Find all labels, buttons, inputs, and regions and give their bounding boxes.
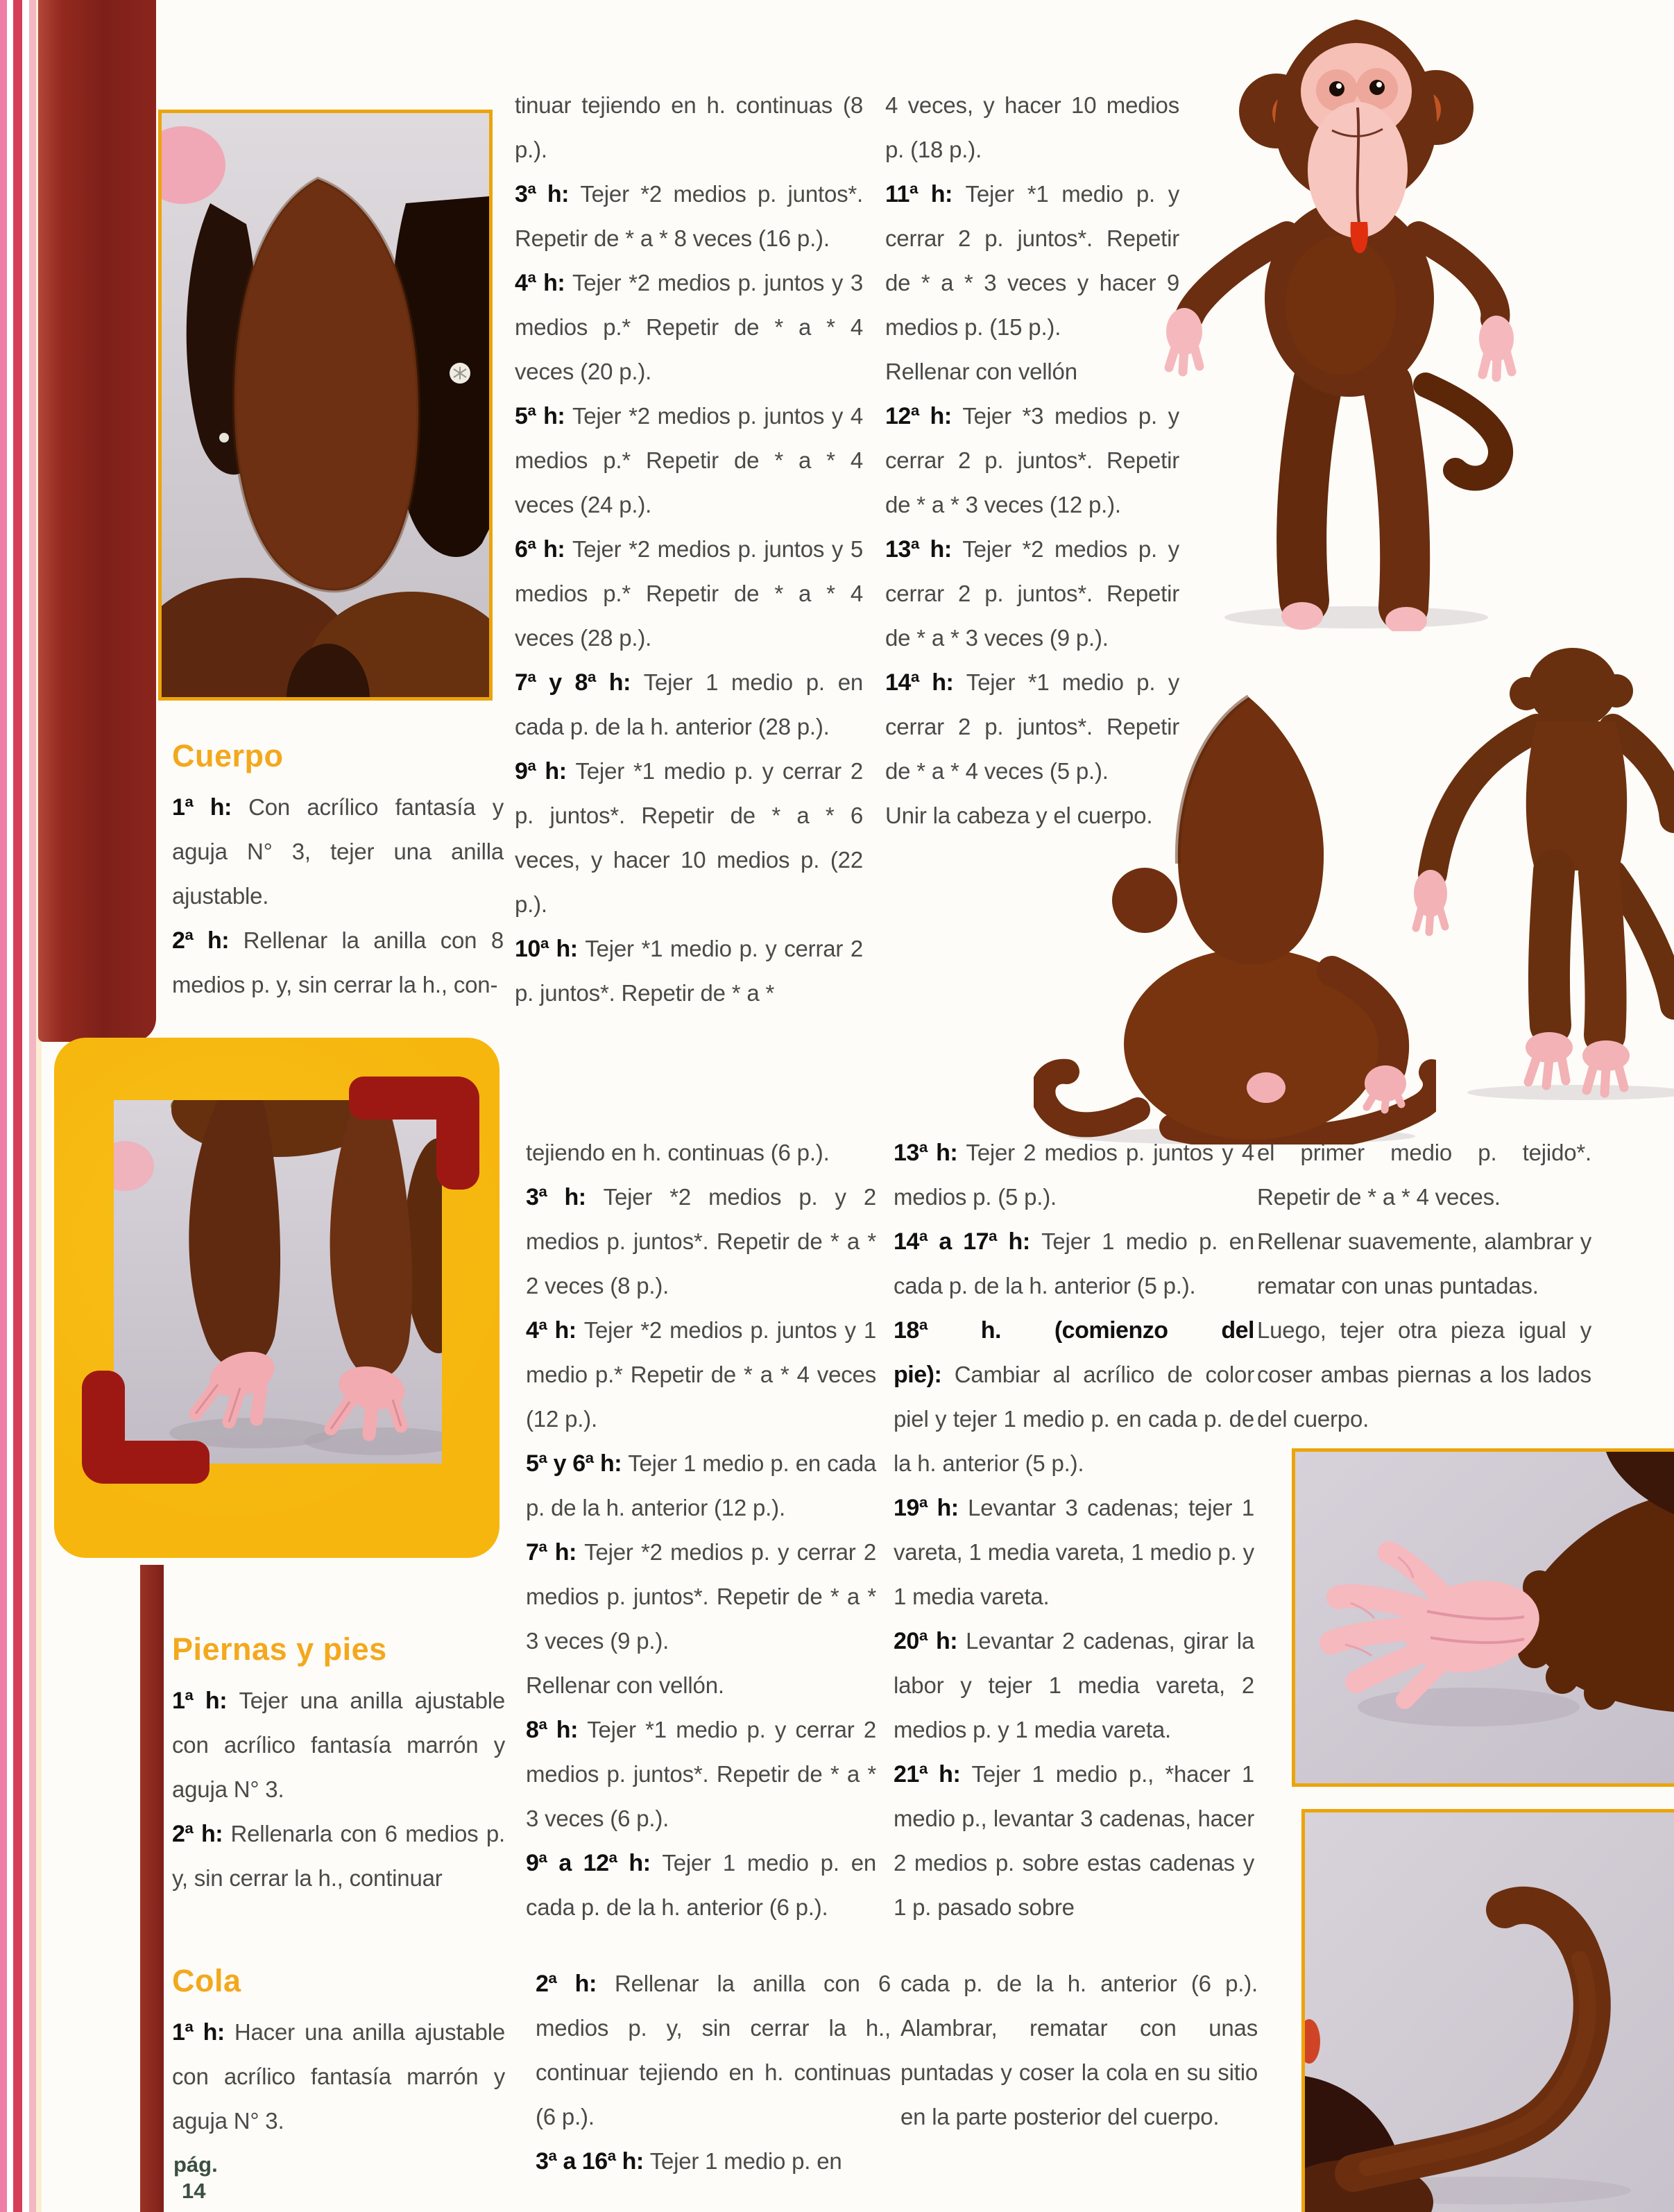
section-cola-sidebar bbox=[172, 1963, 505, 2143]
row-text: Tejer 1 medio p. en cada p. de la h. anterior (5 p.). bbox=[894, 1228, 1254, 1298]
hand-detail-photo bbox=[1292, 1448, 1674, 1787]
instruction-paragraph bbox=[885, 172, 1179, 350]
legs-photo-frame bbox=[54, 1038, 499, 1558]
row-label: 7ª h: bbox=[526, 1539, 576, 1566]
row-label: 18ª h. (comienzo del pie): bbox=[894, 1317, 1254, 1388]
page-number bbox=[173, 2152, 218, 2204]
row-text: Rellenar la anilla con 8 medios p. y, sin cerrar la h., con- bbox=[172, 927, 504, 997]
monkey-front-photo bbox=[1148, 7, 1537, 631]
tail-illustration bbox=[1305, 1812, 1674, 2212]
row-text: Tejer *1 medio p. y cerrar 2 p. juntos*. Repetir de * a * 6 veces, y hacer 10 medios p. (22 p.). bbox=[515, 758, 864, 917]
row-text: el primer medio p. tejido*. Repetir de * a * 4 veces. bbox=[1257, 1140, 1591, 1210]
row-text: cada p. de la h. anterior (6 p.). Alambrar, rematar con unas puntadas y coser la cola en su sitio en la parte posterior del cuerpo. bbox=[900, 1971, 1258, 2129]
instruction-paragraph bbox=[172, 2010, 505, 2143]
row-text: Levantar 2 cadenas, girar la labor y tejer 1 media vareta, 2 medios p. y 1 media vareta. bbox=[894, 1628, 1254, 1742]
instruction-paragraph bbox=[894, 1619, 1254, 1752]
instruction-paragraph bbox=[172, 785, 504, 918]
row-label: 12ª h: bbox=[885, 403, 952, 429]
instruction-paragraph bbox=[172, 1812, 505, 1901]
instruction-paragraph bbox=[526, 1841, 876, 1930]
instruction-paragraph bbox=[894, 1486, 1254, 1619]
cuerpo-column-1 bbox=[515, 83, 863, 1015]
edge-stripe bbox=[13, 0, 22, 2212]
row-label: 5ª y 6ª h: bbox=[526, 1450, 622, 1477]
row-text: Rellenar con vellón. bbox=[526, 1672, 724, 1698]
row-text: Luego, tejer otra pieza igual y coser ambas piernas a los lados del cuerpo. bbox=[1257, 1317, 1591, 1432]
page-number-label: pág. bbox=[173, 2152, 218, 2177]
row-label: 1ª h: bbox=[172, 1688, 228, 1714]
row-label: 2ª h: bbox=[536, 1971, 597, 1997]
row-label: 13ª h: bbox=[885, 536, 952, 563]
row-text: tejiendo en h. continuas (6 p.). bbox=[526, 1140, 830, 1165]
instruction-paragraph bbox=[536, 1962, 891, 2139]
row-label: 14ª a 17ª h: bbox=[894, 1228, 1030, 1255]
instruction-paragraph bbox=[515, 261, 863, 394]
instruction-paragraph bbox=[526, 1708, 876, 1841]
row-text: Tejer 1 medio p. en cada p. de la h. anterior (6 p.). bbox=[526, 1850, 877, 1920]
instruction-paragraph bbox=[894, 1752, 1254, 1930]
sidebar-band-bottom bbox=[140, 1565, 164, 2212]
instruction-paragraph bbox=[894, 1308, 1254, 1486]
row-label: 9ª h: bbox=[515, 758, 567, 785]
hand-illustration bbox=[1295, 1452, 1674, 1783]
row-label: 11ª h: bbox=[885, 181, 953, 207]
section-title-cuerpo: Cuerpo bbox=[172, 738, 284, 773]
row-text: Cambiar al acrílico de color piel y tejer 1 medio p. en cada p. de la h. anterior (5 p.). bbox=[894, 1362, 1254, 1476]
instruction-paragraph bbox=[885, 394, 1179, 527]
row-label: 3ª h: bbox=[515, 181, 569, 207]
instruction-paragraph bbox=[900, 1962, 1258, 2139]
sidebar-band-top bbox=[38, 0, 156, 1042]
piernas-column-1 bbox=[526, 1131, 876, 1930]
row-text: Unir la cabeza y el cuerpo. bbox=[885, 803, 1153, 828]
row-label: 5ª h: bbox=[515, 403, 565, 429]
instruction-paragraph bbox=[515, 394, 863, 527]
instruction-paragraph bbox=[894, 1131, 1254, 1219]
row-text: Rellenar suavemente, alambrar y rematar con unas puntadas. bbox=[1257, 1228, 1591, 1298]
body-closeup-photo bbox=[158, 110, 493, 701]
row-text: Tejer *2 medios p. juntos y 1 medio p.* Repetir de * a * 4 veces (12 p.). bbox=[526, 1317, 877, 1432]
row-text: Hacer una anilla ajustable con acrílico fantasía marrón y aguja N° 3. bbox=[172, 2019, 505, 2134]
edge-stripe bbox=[29, 0, 36, 2212]
instruction-paragraph bbox=[885, 83, 1179, 172]
instruction-paragraph bbox=[885, 660, 1179, 794]
instruction-paragraph bbox=[515, 83, 863, 172]
page-number-value: 14 bbox=[182, 2179, 206, 2203]
row-label: 21ª h: bbox=[894, 1761, 961, 1787]
instruction-paragraph bbox=[1257, 1219, 1591, 1308]
instruction-paragraph bbox=[885, 794, 1179, 838]
piernas-column-2 bbox=[894, 1131, 1254, 1930]
row-text: Tejer *1 medio p. y cerrar 2 p. juntos*. Repetir de * a * bbox=[515, 936, 863, 1006]
row-text: Tejer 1 medio p. en bbox=[649, 2148, 842, 2174]
row-label: 10ª h: bbox=[515, 936, 578, 962]
row-text: Tejer *1 medio p. y cerrar 2 p. juntos*. Repetir de * a * 3 veces y hacer 9 medios p. (15 p.). bbox=[885, 181, 1179, 340]
row-label: 19ª h: bbox=[894, 1495, 959, 1521]
edge-stripe bbox=[7, 0, 13, 2212]
row-text: Tejer *2 medios p. y cerrar 2 p. juntos*. Repetir de * a * 3 veces (9 p.). bbox=[885, 536, 1179, 651]
edge-stripe bbox=[22, 0, 29, 2212]
piernas-column-3 bbox=[1257, 1131, 1591, 1441]
row-label: 2ª h: bbox=[172, 1821, 223, 1847]
instruction-paragraph bbox=[172, 918, 504, 1007]
row-label: 4ª h: bbox=[526, 1317, 576, 1344]
instruction-paragraph bbox=[536, 2139, 891, 2184]
edge-stripe bbox=[0, 0, 7, 2212]
row-text: Rellenarla con 6 medios p. y, sin cerrar la h., continuar bbox=[172, 1821, 505, 1891]
instruction-paragraph bbox=[526, 1175, 876, 1308]
cuerpo-column-2 bbox=[885, 83, 1179, 838]
red-corner-bracket bbox=[82, 1371, 210, 1484]
section-title-cola: Cola bbox=[172, 1963, 241, 1998]
row-text: 4 veces, y hacer 10 medios p. (18 p.). bbox=[885, 92, 1179, 162]
row-text: Tejer *2 medios p. juntos y 5 medios p.* Repetir de * a * 4 veces (28 p.). bbox=[515, 536, 864, 651]
row-text: Tejer *2 medios p. juntos y 4 medios p.* Repetir de * a * 4 veces (24 p.). bbox=[515, 403, 864, 517]
row-text: tinuar tejiendo en h. continuas (8 p.). bbox=[515, 92, 863, 162]
row-text: Rellenar con vellón bbox=[885, 359, 1077, 384]
row-label: 6ª h: bbox=[515, 536, 565, 563]
instruction-paragraph bbox=[526, 1131, 876, 1175]
row-text: Rellenar la anilla con 6 medios p. y, sin cerrar la h., continuar tejiendo en h. continuas (6 p.). bbox=[536, 1971, 891, 2129]
body-closeup-illustration bbox=[162, 113, 489, 697]
instruction-paragraph bbox=[515, 927, 863, 1015]
row-label: 7ª y 8ª h: bbox=[515, 669, 631, 696]
row-label: 1ª h: bbox=[172, 2019, 225, 2046]
monkey-back-standing-photo bbox=[1412, 645, 1674, 1103]
instruction-paragraph bbox=[526, 1441, 876, 1530]
cola-column-2 bbox=[900, 1962, 1258, 2139]
row-label: 4ª h: bbox=[515, 270, 565, 296]
row-text: Tejer una anilla ajustable con acrílico fantasía marrón y aguja N° 3. bbox=[172, 1688, 506, 1802]
cola-column-1 bbox=[536, 1962, 891, 2184]
row-label: 14ª h: bbox=[885, 669, 954, 696]
instruction-paragraph bbox=[515, 749, 863, 927]
row-label: 13ª h: bbox=[894, 1140, 958, 1166]
instruction-paragraph bbox=[526, 1530, 876, 1663]
instruction-paragraph bbox=[515, 660, 863, 749]
row-text: Tejer *2 medios p. y 2 medios p. juntos*. Repetir de * a * 2 veces (8 p.). bbox=[526, 1184, 876, 1298]
section-piernas-sidebar bbox=[172, 1631, 505, 1901]
instruction-paragraph bbox=[885, 350, 1179, 394]
row-text: Tejer 2 medios p. juntos y 4 medios p. (5 p.). bbox=[894, 1140, 1254, 1210]
row-text: Tejer *2 medios p. y cerrar 2 medios p. juntos*. Repetir de * a * 3 veces (9 p.). bbox=[526, 1539, 876, 1654]
instruction-paragraph bbox=[1257, 1131, 1591, 1219]
row-text: Tejer *3 medios p. y cerrar 2 p. juntos*. Repetir de * a * 3 veces (12 p.). bbox=[885, 403, 1179, 517]
instruction-paragraph bbox=[1257, 1308, 1591, 1441]
tail-detail-photo bbox=[1301, 1809, 1674, 2212]
row-text: Tejer 1 medio p. en cada p. de la h. anterior (12 p.). bbox=[526, 1450, 877, 1520]
instruction-paragraph bbox=[526, 1663, 876, 1708]
row-label: 3ª a 16ª h: bbox=[536, 2148, 644, 2175]
row-label: 3ª h: bbox=[526, 1184, 586, 1210]
row-label: 1ª h: bbox=[172, 794, 232, 821]
instruction-paragraph bbox=[515, 172, 863, 261]
section-cuerpo-sidebar bbox=[172, 738, 504, 1007]
row-text: Tejer *2 medios p. juntos y 3 medios p.* Repetir de * a * 4 veces (20 p.). bbox=[515, 270, 864, 384]
row-text: Tejer *1 medio p. y cerrar 2 p. juntos*. Repetir de * a * 4 veces (5 p.). bbox=[885, 669, 1179, 784]
row-text: Tejer 1 medio p., *hacer 1 medio p., levantar 3 cadenas, hacer 2 medios p. sobre estas cadenas y 1 p. pasado sobre bbox=[894, 1761, 1254, 1920]
instruction-paragraph bbox=[526, 1308, 876, 1441]
row-text: Tejer *1 medio p. y cerrar 2 medios p. juntos*. Repetir de * a * 3 veces (6 p.). bbox=[526, 1717, 877, 1831]
row-label: 20ª h: bbox=[894, 1628, 958, 1654]
row-label: 8ª h: bbox=[526, 1717, 578, 1743]
instruction-paragraph bbox=[172, 1679, 505, 1812]
row-text: Tejer 1 medio p. en cada p. de la h. anterior (28 p.). bbox=[515, 669, 864, 739]
instruction-paragraph bbox=[515, 527, 863, 660]
red-corner-bracket bbox=[349, 1077, 479, 1190]
section-title-piernas: Piernas y pies bbox=[172, 1631, 387, 1667]
row-text: Con acrílico fantasía y aguja N° 3, tejer una anilla ajustable. bbox=[172, 794, 504, 909]
row-text: Tejer *2 medios p. juntos*. Repetir de * a * 8 veces (16 p.). bbox=[515, 181, 864, 251]
row-label: 9ª a 12ª h: bbox=[526, 1850, 651, 1876]
instruction-paragraph bbox=[885, 527, 1179, 660]
row-label: 2ª h: bbox=[172, 927, 230, 954]
row-text: Levantar 3 cadenas; tejer 1 vareta, 1 media vareta, 1 medio p. y 1 media vareta. bbox=[894, 1495, 1254, 1609]
instruction-paragraph bbox=[894, 1219, 1254, 1308]
